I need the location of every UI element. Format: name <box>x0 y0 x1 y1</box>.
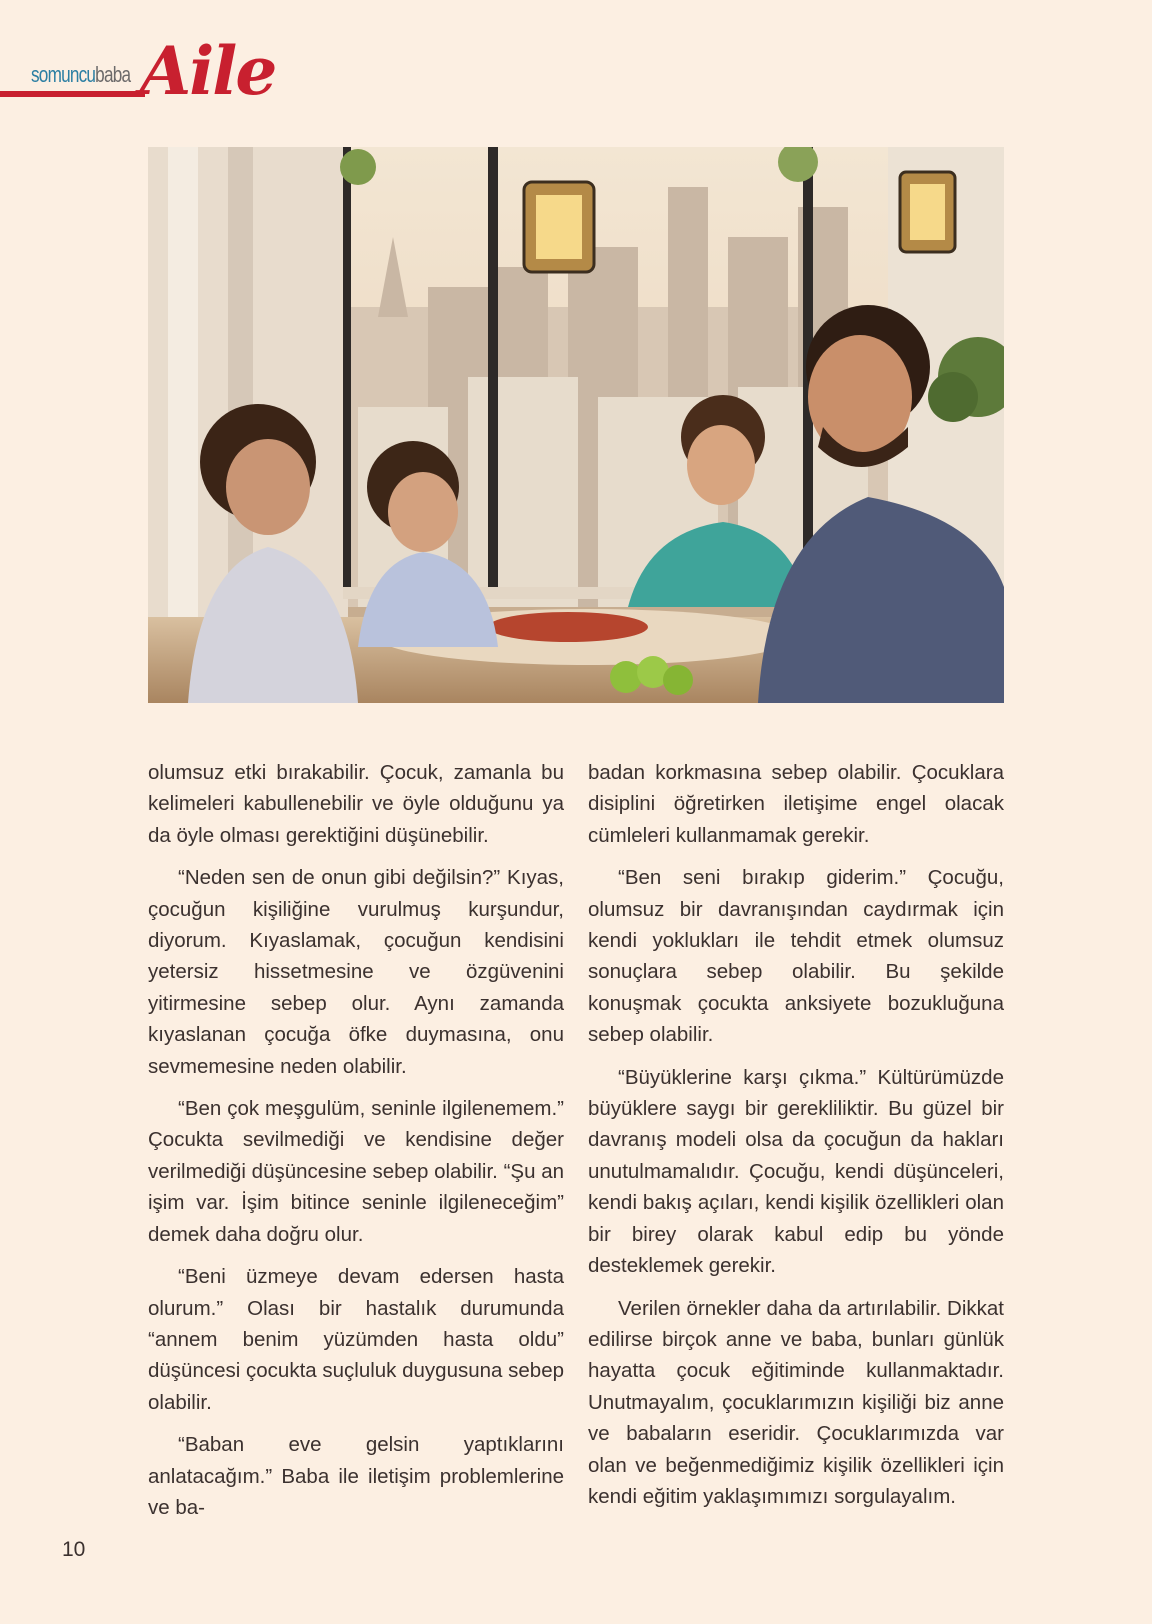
paragraph: “Ben çok meşgulüm, seninle ilgilenemem.” Çocukta sevilmediği ve kendisine değer verilmediği düşüncesine sebep olabilir. “Şu an işim var. İşim bitince seninle ilgileneceğim” demek daha doğru olur. <box>148 1097 564 1246</box>
paragraph: “Baban eve gelsin yaptıklarını anlatacağım.” Baba ile iletişim problemlerine ve ba- <box>148 1433 564 1519</box>
text-column-right <box>588 757 1004 1523</box>
photo-illustration <box>148 147 1004 703</box>
paragraph: “Büyüklerine karşı çıkma.” Kültürümüzde büyüklere saygı bir gerekliliktir. Bu güzel bir davranış modeli olsa da çocuğun da hakları unutulmamalıdır. Çocuğu, kendi düşünceleri, kendi bakış açıları, kendi kişilik özellikleri olan bir birey olarak kabul edip bu yönde desteklemek gerekir. <box>588 1065 1004 1278</box>
paragraph: “Beni üzmeye devam edersen hasta olurum.” Olası bir hastalık durumunda “annem benim yüzümden hasta oldu” düşüncesi çocukta suçluluk duygusuna sebep olabilir. <box>148 1265 564 1414</box>
paragraph: “Neden sen de onun gibi değilsin?” Kıyas, çocuğun kişiliğine vurulmuş kurşundur, diyorum. Kıyaslamak, çocuğun kendisini yetersiz hissetmesine ve özgüvenini yitirmesine sebep olur. Aynı zamanda kıyaslanan çocuğa öfke duymasına, onu sevmemesine neden olabilir. <box>148 866 564 1078</box>
text-column-left <box>148 757 564 1534</box>
header-red-rule <box>0 91 145 97</box>
magazine-header <box>0 32 276 118</box>
paragraph: “Ben seni bırakıp giderim.” Çocuğu, olumsuz bir davranışından caydırmak için kendi yoklukları ile tehdit etmek olumsuz sonuçlara sebep olabilir. Bu şekilde konuşmak çocukta anksiyete bozukluğuna sebep olabilir. <box>588 866 1004 1047</box>
family-dinner-photo <box>148 147 1004 703</box>
brand-name-part1: somuncu <box>31 62 96 87</box>
page-number: 10 <box>62 1538 86 1561</box>
brand-name-part2: baba <box>95 62 131 87</box>
paragraph: badan korkmasına sebep olabilir. Çocuklara disiplini öğretirken iletişime engel olacak cümleleri kullanmamak gerekir. <box>588 761 1004 847</box>
brand-logo <box>31 62 130 88</box>
paragraph: olumsuz etki bırakabilir. Çocuk, zamanla bu kelimeleri kabullenebilir ve öyle olduğunu ya da öyle olması gerektiğini düşünebilir. <box>148 761 564 847</box>
paragraph: Verilen örnekler daha da artırılabilir. Dikkat edilirse birçok anne ve baba, bunları günlük hayatta çocuk eğitiminde kullanmaktadır. Unutmayalım, çocuklarımızın kişiliği biz anne ve babaların eseridir. Çocuklarımızda var olan ve beğenmediğimiz kişilik özellikleri için kendi eğitim yaklaşımımızı sorgulayalım. <box>588 1296 1004 1508</box>
section-title: Aile <box>140 32 276 110</box>
